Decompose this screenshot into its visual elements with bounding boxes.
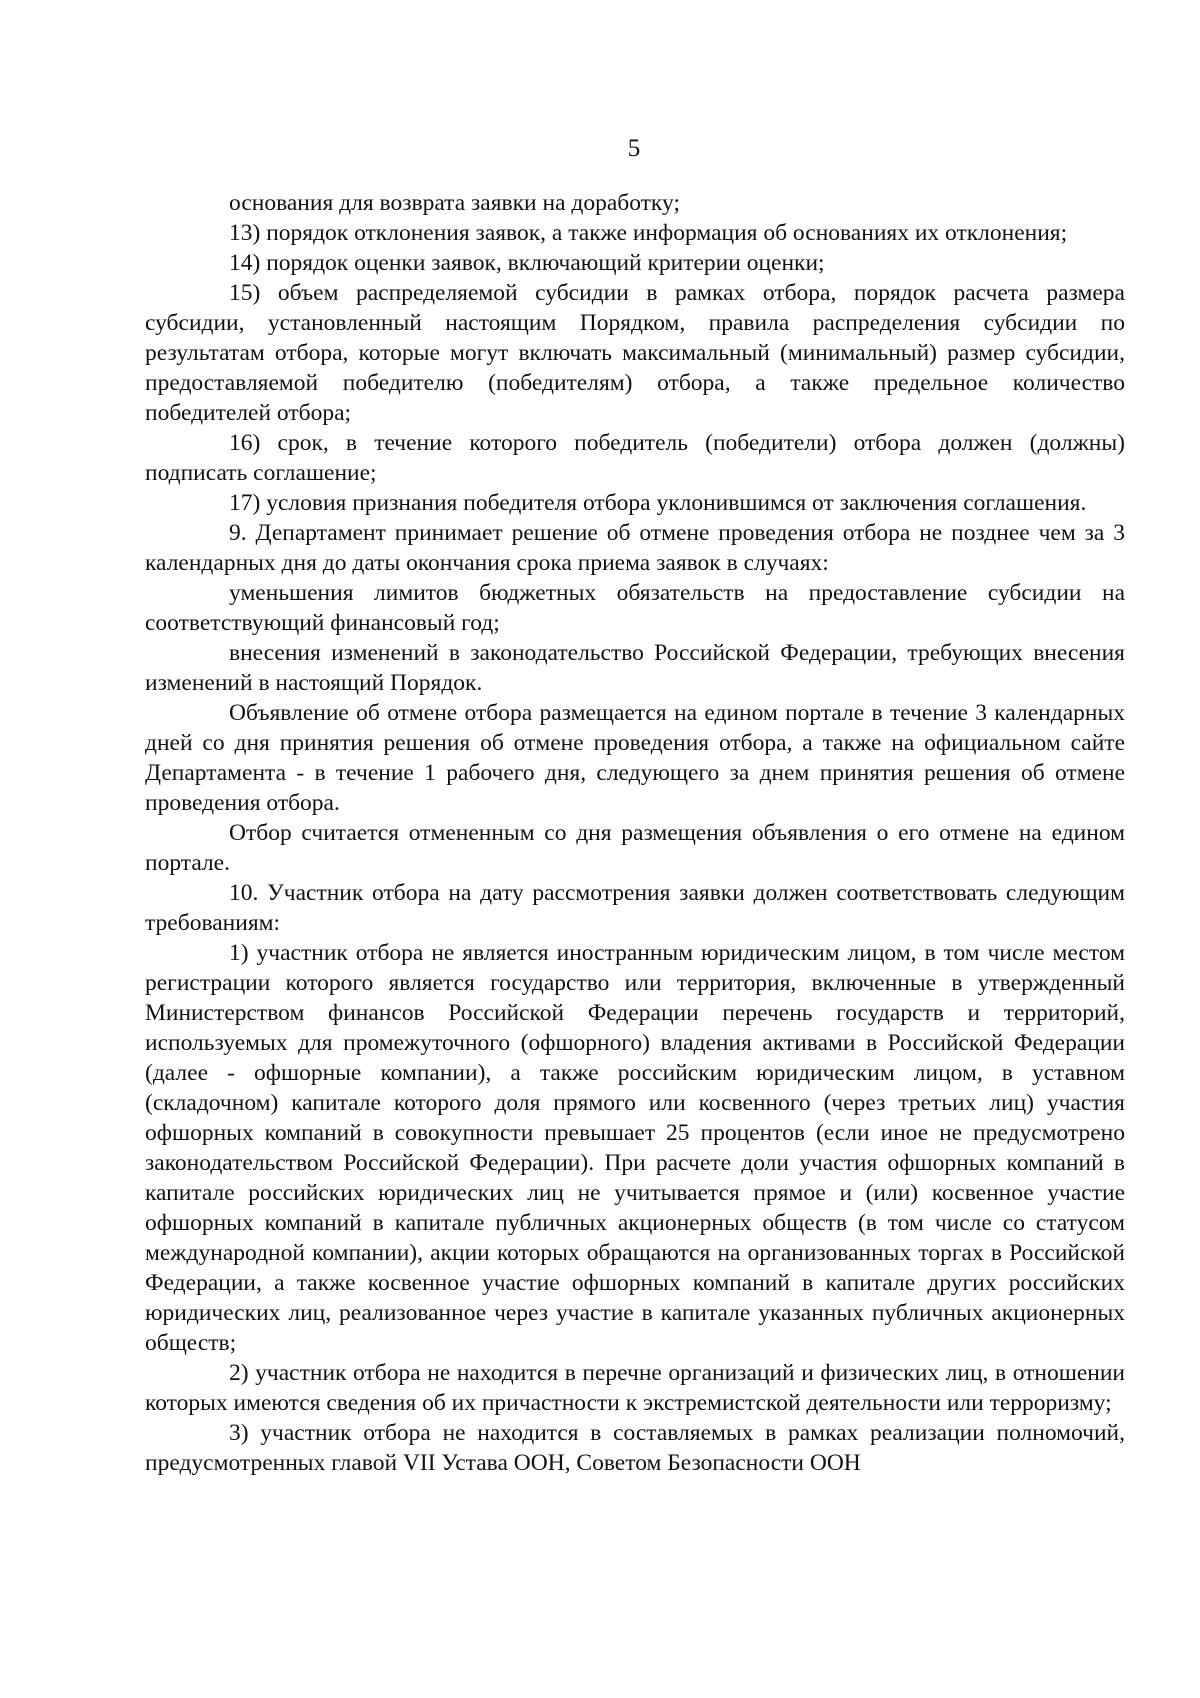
paragraph-section-9: 9. Департамент принимает решение об отмене проведения отбора не позднее чем за 3 календарных дня до даты окончания срока приема заявок в случаях: (145, 520, 1125, 576)
paragraph-requirement-2: 2) участник отбора не находится в перечне организаций и физических лиц, в отношении которых имеются сведения об их причастности к экстремистской деятельности или терроризму; (145, 1360, 1125, 1416)
paragraph-item-14: 14) порядок оценки заявок, включающий критерии оценки; (229, 250, 825, 276)
paragraph-section-10: 10. Участник отбора на дату рассмотрения заявки должен соответствовать следующим требованиям: (145, 880, 1125, 936)
paragraph-item-13: 13) порядок отклонения заявок, а также информация об основаниях их отклонения; (229, 220, 1068, 246)
document-body (145, 188, 1125, 1478)
paragraph-legislation-changes: внесения изменений в законодательство Российской Федерации, требующих внесения изменений в настоящий Порядок. (145, 640, 1125, 696)
page-number: 5 (627, 135, 641, 162)
paragraph-cancellation-notice: Объявление об отмене отбора размещается на едином портале в течение 3 календарных дней со дня принятия решения об отмене проведения отбора, а также на официальном сайте Департамента - в течение 1 рабочего дня, следующего за днем принятия решения об отмене проведения отбора. (145, 700, 1125, 816)
paragraph-return-grounds: основания для возврата заявки на доработку; (229, 190, 680, 216)
paragraph-item-15: 15) объем распределяемой субсидии в рамках отбора, порядок расчета размера субсидии, установленный настоящим Порядком, правила распределения субсидии по результатам отбора, которые могут включать максимальный (минимальный) размер субсидии, предоставляемой победителю (победителям) отбора, а также предельное количество победителей отбора; (145, 280, 1125, 426)
paragraph-requirement-1: 1) участник отбора не является иностранным юридическим лицом, в том числе местом регистрации которого является государство или территория, включенные в утвержденный Министерством финансов Российской Федерации перечень государств и территорий, используемых для промежуточного (офшорного) владения активами в Российской Федерации (далее - офшорные компании), а также российским юридическим лицом, в уставном (складочном) капитале которого доля прямого или косвенного (через третьих лиц) участия офшорных компаний в совокупности превышает 25 процентов (если иное не предусмотрено законодательством Российской Федерации). При расчете доли участия офшорных компаний в капитале российских юридических лиц не учитывается прямое и (или) косвенное участие офшорных компаний в капитале публичных акционерных обществ (в том числе со статусом международной компании), акции которых обращаются на организованных торгах в Российской Федерации, а также косвенное участие офшорных компаний в капитале других российских юридических лиц, реализованное через участие в капитале указанных публичных акционерных обществ; (145, 940, 1125, 1356)
paragraph-limits-reduction: уменьшения лимитов бюджетных обязательств на предоставление субсидии на соответствующий финансовый год; (145, 580, 1125, 636)
paragraph-requirement-3: 3) участник отбора не находится в составляемых в рамках реализации полномочий, предусмотренных главой VII Устава ООН, Советом Безопасности ООН (145, 1420, 1125, 1476)
paragraph-item-16: 16) срок, в течение которого победитель (победители) отбора должен (должны) подписать соглашение; (145, 430, 1125, 486)
paragraph-cancellation-effective: Отбор считается отмененным со дня размещения объявления о его отмене на едином портале. (145, 820, 1125, 876)
paragraph-item-17: 17) условия признания победителя отбора уклонившимся от заключения соглашения. (229, 490, 1087, 516)
